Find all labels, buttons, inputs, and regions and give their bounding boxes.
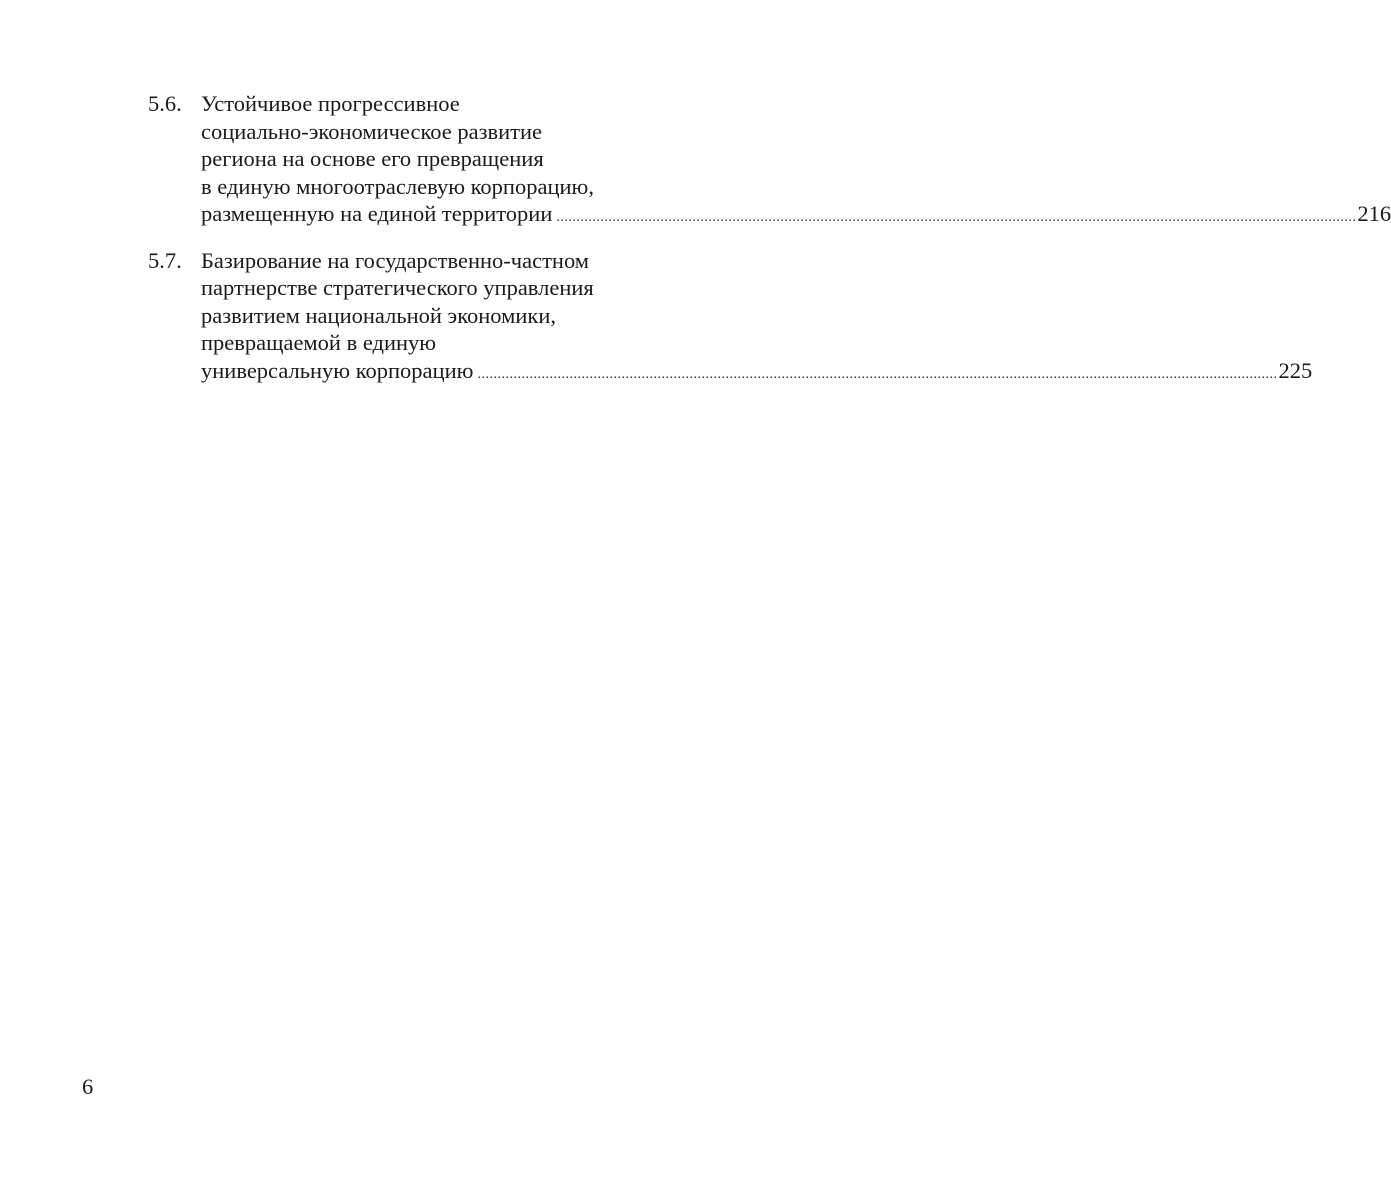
- page-number: 6: [82, 1074, 94, 1099]
- entry-title-line: в единую многоотраслевую корпорацию,: [201, 173, 594, 199]
- dot-leader: ........................................................................................................................................................................................................: [556, 210, 1357, 225]
- entry-title-line: региона на основе его превращения: [201, 146, 544, 171]
- entry-last-line: [201, 357, 1313, 389]
- entry-page-ref: 225: [1278, 357, 1313, 383]
- entry-page-ref: 216: [1357, 201, 1391, 226]
- toc-entry-5-6[interactable]: [148, 90, 1391, 232]
- entry-title-line: Базирование на государственно-частном: [201, 247, 590, 273]
- table-of-contents: [148, 90, 1391, 403]
- entry-title-line: Устойчивое прогрессивное: [201, 91, 460, 116]
- entry-title-line: партнерстве стратегического управления: [201, 275, 594, 300]
- entry-last-line: [201, 200, 1391, 232]
- entry-number: 5.7.: [148, 247, 182, 273]
- toc-entry-5-7[interactable]: [148, 247, 1313, 389]
- entry-title-line: социально-экономическое развитие: [201, 118, 543, 144]
- entry-title-line: превращаемой в единую: [201, 330, 437, 355]
- entry-number: 5.6.: [148, 91, 182, 116]
- entry-title-line: универсальную корпорацию: [201, 357, 474, 383]
- entry-title-line: размещенную на единой территории: [201, 201, 553, 226]
- dot-leader: ........................................................................................................................................................................................................: [477, 366, 1278, 382]
- entry-title-line: развитием национальной экономики,: [201, 302, 556, 328]
